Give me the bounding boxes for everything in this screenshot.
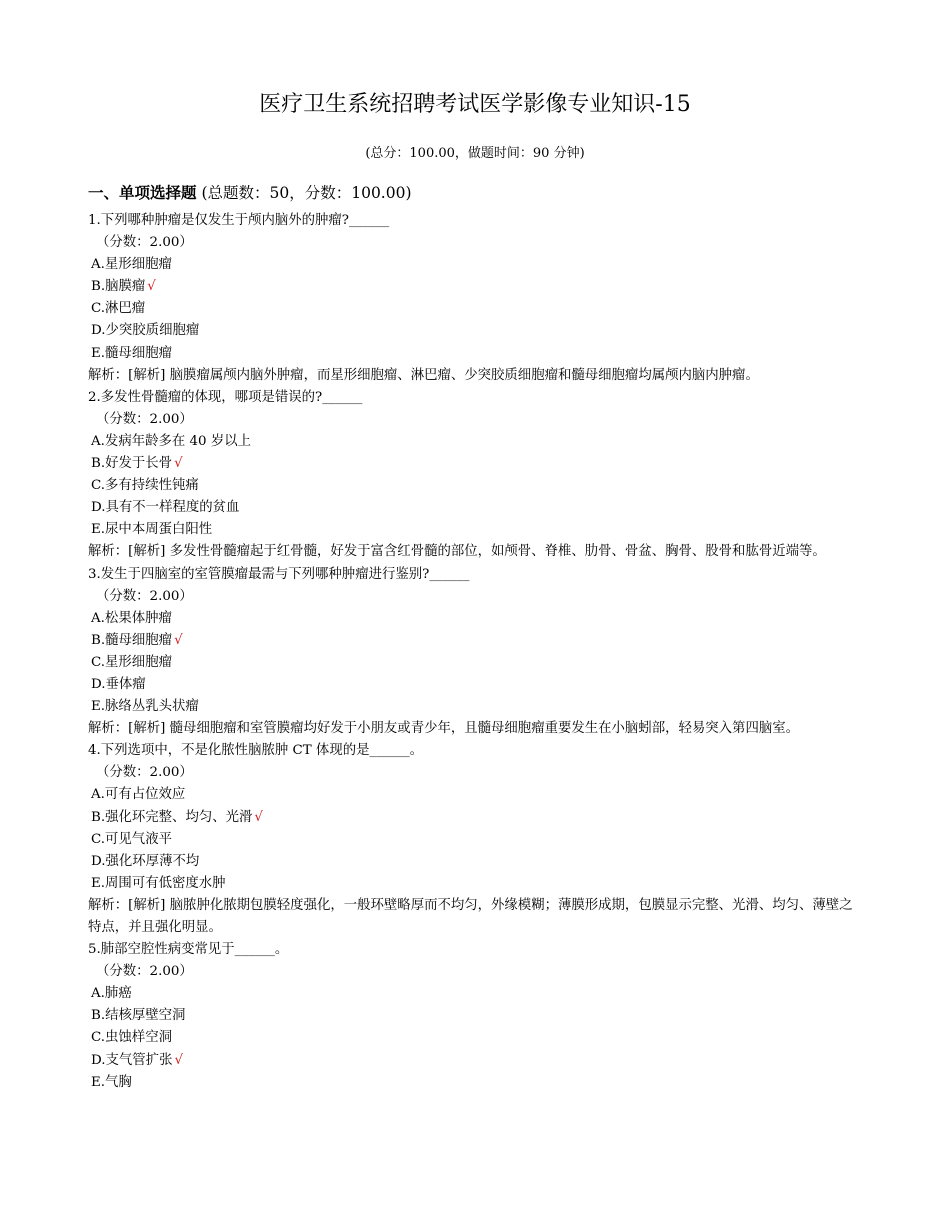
- document-title: 医疗卫生系统招聘考试医学影像专业知识-15: [259, 92, 691, 117]
- question-item: [88, 210, 862, 387]
- answer-option: [88, 784, 862, 806]
- answer-option: [88, 983, 862, 1005]
- answer-option: [88, 851, 862, 873]
- question-score: （分数：2.00）: [96, 588, 193, 604]
- question-score: （分数：2.00）: [96, 235, 193, 251]
- question-analysis: 解析：[解析] 脑脓肿化脓期包膜轻度强化，一般环壁略厚而不均匀，外缘模糊；薄膜形成期，包膜显示完整、光滑、均匀、薄壁之特点，并且强化明显。: [88, 897, 853, 935]
- answer-option-text: B.好发于长骨: [91, 456, 173, 472]
- answer-option: [88, 475, 862, 497]
- question-stem: 4.下列选项中，不是化脓性脑脓肿 CT 体现的是______。: [88, 743, 424, 759]
- answer-option-text: A.松果体肿瘤: [91, 610, 172, 626]
- question-item: [88, 740, 862, 939]
- answer-option: [88, 807, 862, 829]
- correct-answer-check-icon: √: [174, 1052, 184, 1068]
- answer-option: [88, 1005, 862, 1027]
- correct-answer-check-icon: √: [147, 279, 156, 295]
- answer-option: [88, 1072, 862, 1094]
- answer-option-text: B.强化环完整、均匀、光滑: [91, 809, 253, 825]
- question-list: [88, 210, 862, 1094]
- question-score: （分数：2.00）: [96, 964, 193, 980]
- answer-option: [88, 519, 862, 541]
- question-stem: 3.发生于四脑室的室管膜瘤最需与下列哪种肿瘤进行鉴别?______: [88, 566, 470, 582]
- answer-option: [88, 1027, 862, 1049]
- answer-option-text: B.髓母细胞瘤: [91, 632, 173, 648]
- answer-option-text: C.星形细胞瘤: [91, 654, 172, 670]
- answer-option: [88, 1050, 862, 1072]
- section-info: (总题数：50，分数：100.00): [201, 184, 412, 202]
- answer-option-text: E.尿中本周蛋白阳性: [91, 522, 213, 538]
- question-stem: 5.肺部空腔性病变常见于______。: [88, 942, 289, 958]
- question-score: （分数：2.00）: [96, 411, 193, 427]
- answer-option-text: E.周围可有低密度水肿: [91, 875, 226, 891]
- answer-option-text: A.可有占位效应: [91, 787, 186, 803]
- answer-option: [88, 674, 862, 696]
- answer-option-text: B.脑膜瘤: [91, 279, 146, 295]
- answer-option: [88, 431, 862, 453]
- document-meta: (总分：100.00，做题时间：90 分钟): [365, 146, 585, 161]
- question-item: [88, 939, 862, 1094]
- section-heading: [88, 182, 862, 204]
- answer-option-text: D.强化环厚薄不均: [91, 853, 200, 869]
- answer-option-text: B.结核厚壁空洞: [91, 1008, 186, 1024]
- answer-option: [88, 276, 862, 298]
- answer-option: [88, 696, 862, 718]
- answer-option-text: C.虫蚀样空洞: [91, 1030, 172, 1046]
- question-item: [88, 564, 862, 741]
- answer-option-text: D.具有不一样程度的贫血: [91, 500, 240, 516]
- answer-option-text: A.发病年龄多在 40 岁以上: [91, 433, 251, 449]
- answer-option-text: D.垂体瘤: [91, 676, 146, 692]
- answer-option: [88, 652, 862, 674]
- question-stem: 1.下列哪种肿瘤是仅发生于颅内脑外的肿瘤?______: [88, 213, 390, 228]
- question-stem: 2.多发性骨髓瘤的体现，哪项是错误的?______: [88, 389, 363, 405]
- answer-option-text: E.髓母细胞瘤: [91, 345, 172, 361]
- answer-option: [88, 298, 862, 320]
- answer-option: [88, 453, 862, 475]
- answer-option-text: C.多有持续性钝痛: [91, 478, 199, 494]
- answer-option-text: A.肺癌: [91, 986, 132, 1002]
- answer-option: [88, 343, 862, 365]
- answer-option: [88, 829, 862, 851]
- correct-answer-check-icon: √: [254, 809, 263, 825]
- answer-option: [88, 320, 862, 342]
- question-analysis: 解析：[解析] 多发性骨髓瘤起于红骨髓，好发于富含红骨髓的部位，如颅骨、脊椎、肋骨、骨盆、胸骨、股骨和肱骨近端等。: [88, 544, 826, 560]
- answer-option: [88, 630, 862, 652]
- answer-option-text: E.气胸: [91, 1074, 132, 1090]
- answer-option: [88, 254, 862, 276]
- correct-answer-check-icon: √: [174, 632, 183, 648]
- question-analysis: 解析：[解析] 髓母细胞瘤和室管膜瘤均好发于小朋友或青少年，且髓母细胞瘤重要发生在小脑蚓部，轻易突入第四脑室。: [88, 721, 800, 737]
- answer-option-text: E.脉络丛乳头状瘤: [91, 699, 199, 715]
- answer-option-text: C.淋巴瘤: [91, 301, 146, 317]
- question-analysis: 解析：[解析] 脑膜瘤属颅内脑外肿瘤，而星形细胞瘤、淋巴瘤、少突胶质细胞瘤和髓母细胞瘤均属颅内脑内肿瘤。: [88, 367, 759, 383]
- answer-option-text: C.可见气液平: [91, 831, 172, 847]
- question-score: （分数：2.00）: [96, 765, 193, 781]
- answer-option-text: D.支气管扩张: [91, 1052, 173, 1068]
- answer-option: [88, 608, 862, 630]
- answer-option-text: D.少突胶质细胞瘤: [91, 323, 200, 339]
- answer-option: [88, 873, 862, 895]
- question-item: [88, 387, 862, 564]
- correct-answer-check-icon: √: [174, 456, 183, 472]
- answer-option-text: A.星形细胞瘤: [91, 257, 172, 273]
- section-title: 一、单项选择题: [88, 183, 197, 202]
- answer-option: [88, 497, 862, 519]
